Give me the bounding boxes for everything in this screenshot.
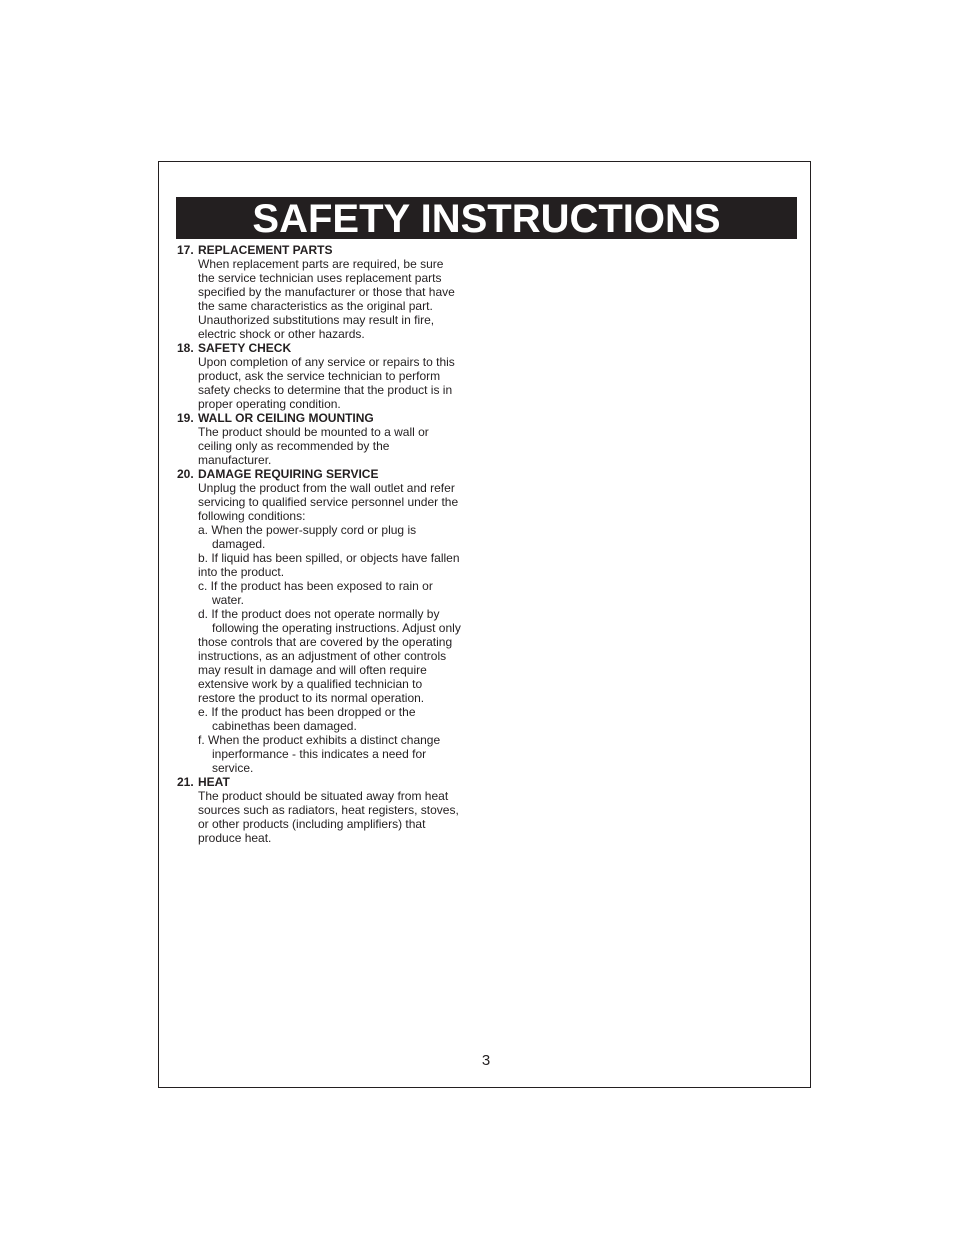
body-text: When replacement parts are required, be sure — [198, 257, 444, 271]
body-text: produce heat. — [198, 831, 272, 845]
body-text: product, ask the service technician to perform — [198, 369, 441, 383]
body-text: the service technician uses replacement parts — [198, 271, 442, 285]
body-text: The product should be situated away from heat — [198, 789, 449, 803]
instructions-list — [177, 243, 477, 845]
body-text: specified by the manufacturer or those that have — [198, 285, 455, 299]
condition-item-c: c. If the product has been exposed to rain or water. — [198, 579, 433, 607]
condition-item-b: b. If liquid has been spilled, or objects have fallen into the product. — [198, 551, 460, 579]
section-safety-check — [177, 341, 477, 411]
section-heat — [177, 775, 477, 845]
body-text: safety checks to determine that the product is in — [198, 383, 453, 397]
body-text: ceiling only as recommended by the — [198, 439, 390, 453]
page-number: 3 — [481, 1052, 491, 1069]
body-text: the same characteristics as the original part. — [198, 299, 433, 313]
condition-item-d: d. If the product does not operate normally by following the operating instructions. Adjust only those controls that are covered by the operating instructions, as an adjustment of other controls may result in damage and will often require extensive work by a qualified technician to restore the product to its normal operation. — [198, 607, 461, 705]
section-damage-requiring-service — [177, 467, 477, 775]
section-heading: 19. WALL OR CEILING MOUNTING — [177, 411, 374, 425]
body-text: proper operating condition. — [198, 397, 341, 411]
body-text: or other products (including amplifiers) that — [198, 817, 426, 831]
body-text: manufacturer. — [198, 453, 272, 467]
body-text: Unplug the product from the wall outlet and refer — [198, 481, 455, 495]
section-heading: 18. SAFETY CHECK — [177, 341, 292, 355]
body-text: The product should be mounted to a wall or — [198, 425, 429, 439]
section-heading: 17. REPLACEMENT PARTS — [177, 243, 333, 257]
condition-item-a: a. When the power-supply cord or plug is damaged. — [198, 523, 417, 551]
body-text: Unauthorized substitutions may result in fire, — [198, 313, 435, 327]
body-text: sources such as radiators, heat registers, stoves, — [198, 803, 459, 817]
section-replacement-parts — [177, 243, 477, 341]
condition-item-f: f. When the product exhibits a distinct change inperformance - this indicates a need for service. — [198, 733, 441, 775]
section-heading: 21. HEAT — [177, 775, 230, 789]
body-text: Upon completion of any service or repairs to this — [198, 355, 455, 369]
body-text: following conditions: — [198, 509, 306, 523]
page-title: SAFETY INSTRUCTIONS — [176, 197, 797, 239]
section-heading: 20. DAMAGE REQUIRING SERVICE — [177, 467, 379, 481]
condition-item-e: e. If the product has been dropped or the cabinethas been damaged. — [198, 705, 416, 733]
body-text: servicing to qualified service personnel under the — [198, 495, 459, 509]
section-wall-ceiling-mounting — [177, 411, 477, 467]
body-text: electric shock or other hazards. — [198, 327, 365, 341]
